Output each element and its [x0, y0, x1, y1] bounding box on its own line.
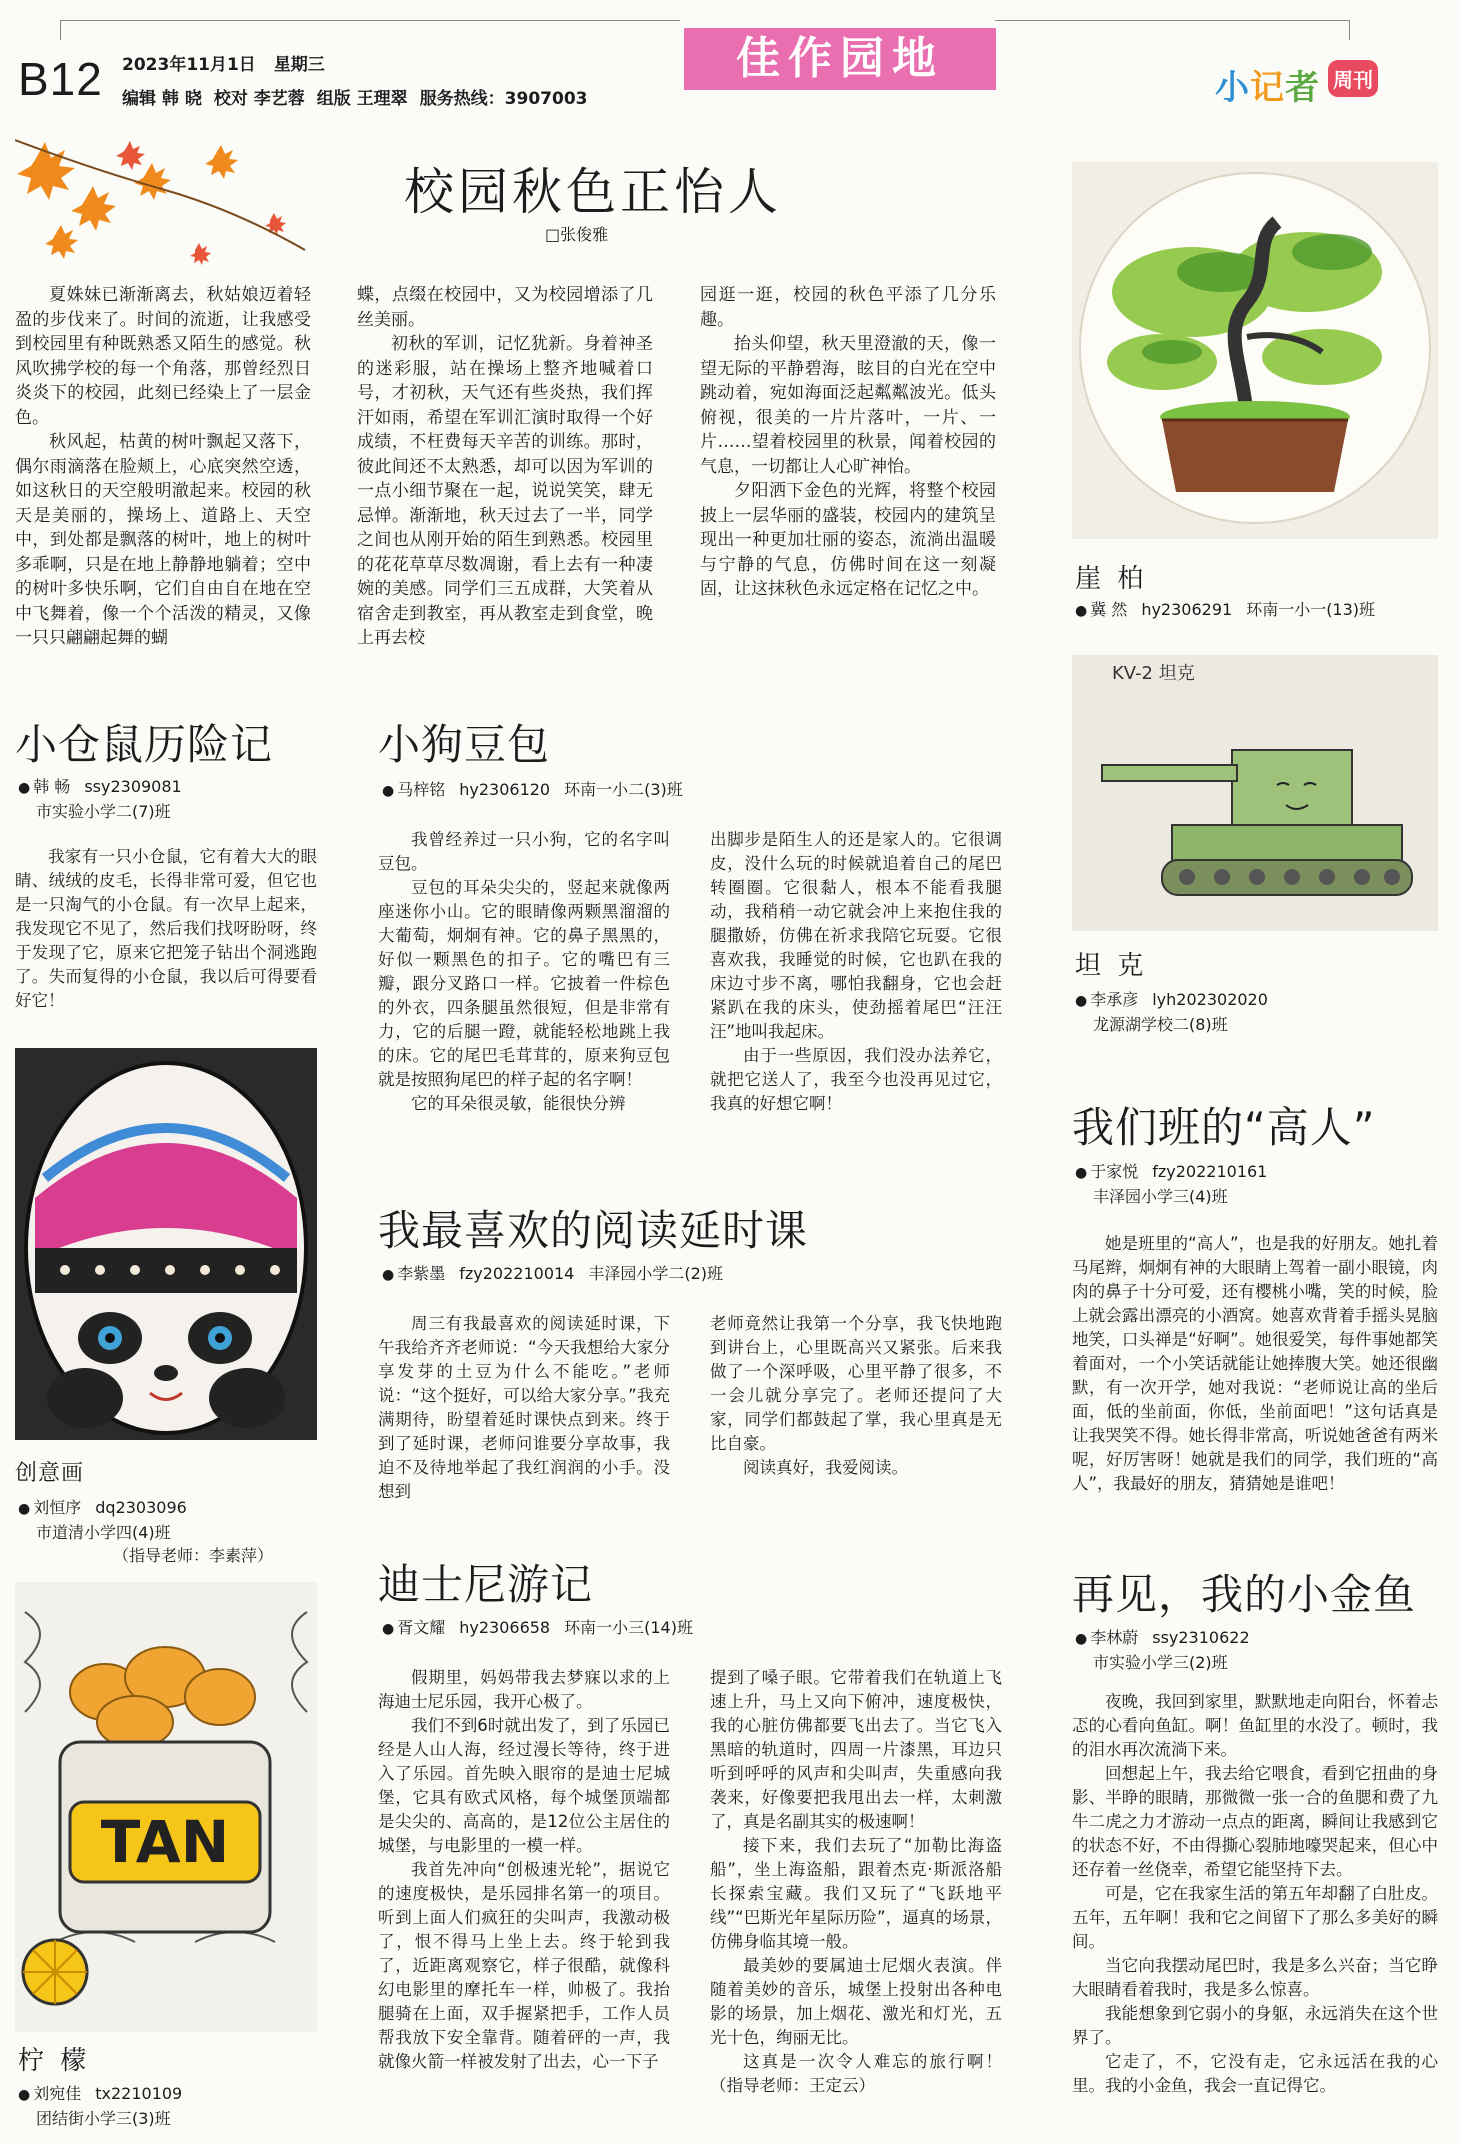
brand-logo: [1215, 60, 1440, 108]
tank-caption: 坦 克: [1075, 951, 1148, 981]
lemon-credit: ● 刘宛佳 tx2210109 团结街小学三(3)班: [18, 2084, 183, 2128]
author-name: 胥文耀: [397, 1618, 446, 1637]
author-id: hy2306658: [459, 1618, 551, 1637]
header-rule-left: [60, 20, 680, 21]
author-name: 于家悦: [1090, 1162, 1139, 1181]
goldfish-byline: ● 李林蔚 ssy2310622 市实验小学三(2)班: [1075, 1628, 1250, 1672]
author-id: hy2306120: [459, 780, 551, 799]
paragraph: 园逛一逛，校园的秋色平添了几分乐趣。: [700, 285, 996, 330]
panda-caption: 创意画: [15, 1461, 85, 1486]
author-school: 环南一小二(3)班: [564, 780, 683, 799]
panda-credit: ● 刘恒序 dq2303096 市道清小学四(4)班 （指导老师：李素萍）: [18, 1498, 274, 1565]
paragraph: 我们不到6时就出发了，到了乐园已经是人山人海，经过漫长等待，终于进入了乐园。首先映入眼帘的是迪士尼城堡，它具有欧式风格，每个城堡顶端都是尖尖的、高高的，是12位公主居住的城堡，与电影里的一模一样。: [378, 1716, 670, 1855]
hamster-body: [15, 845, 317, 1013]
paragraph: 最美妙的要属迪士尼烟火表演。伴随着美妙的音乐，城堡上投射出各种电影的场景，加上烟花、激光和灯光，五光十色，绚丽无比。: [710, 1956, 1002, 2047]
brand-badge: 周刊: [1328, 60, 1378, 97]
puppy-title: 小狗豆包: [378, 720, 551, 769]
main-article-column-1: [15, 283, 311, 651]
paragraph: 阅读真好，我爱阅读。: [743, 1458, 908, 1477]
paragraph: 这真是一次令人难忘的旅行啊！ （指导老师：王定云）: [710, 2052, 1002, 2095]
main-article-author: □张俊雅: [545, 225, 609, 244]
main-article-title: 校园秋色正怡人: [404, 163, 782, 221]
author-id: lyh202302020: [1152, 990, 1268, 1009]
author-id: ssy2309081: [84, 777, 182, 796]
paragraph: 老师竟然让我第一个分享，我飞快地跑到讲台上，心里既高兴又紧张。后来我做了一个深呼吸，心里平静了很多，不一会儿就分享完了。老师还提问了大家，同学们都鼓起了掌，我心里真是无比自豪。: [710, 1314, 1002, 1453]
paragraph: 抬头仰望，秋天里澄澈的天，像一望无际的平静碧海，眩目的白光在空中跳动着，宛如海面泛起粼粼波光。低头俯视，很美的一片片落叶，一片、一片……望着校园里的秋景，闻着校园的气息，一切都让人心旷神怡。: [700, 334, 996, 477]
author-name: 刘恒序: [33, 1498, 82, 1517]
paragraph: 它走了，不，它没有走，它永远活在我的心里。我的小金鱼，我会一直记得它。: [1072, 2052, 1438, 2095]
author-school: 团结街小学三(3)班: [36, 2109, 171, 2128]
paragraph: 我曾经养过一只小狗，它的名字叫豆包。: [378, 830, 670, 873]
reading-class-title: 我最喜欢的阅读延时课: [378, 1206, 809, 1255]
paragraph: 夏姝妹已渐渐离去，秋姑娘迈着轻盈的步伐来了。时间的流逝，让我感受到校园里有种既熟悉又陌生的感觉。秋风吹拂学校的每一个角落，那曾经烈日炎炎下的校园，此刻已经染上了一层金色。: [15, 285, 311, 428]
author-name: 韩 畅: [33, 777, 71, 796]
lemon-drawing: [15, 1582, 317, 2032]
author-id: hy2306291: [1141, 600, 1233, 619]
author-id: fzy202210014: [459, 1264, 575, 1283]
bonsai-credit: ● 冀 然 hy2306291 环南一小一(13)班: [1075, 600, 1376, 619]
lemon-caption: 柠 檬: [18, 2046, 91, 2076]
author-name: 李承彦: [1090, 990, 1139, 1009]
author-name: 刘宛佳: [33, 2084, 82, 2103]
main-article-column-3: [700, 283, 996, 602]
goldfish-body: [1072, 1690, 1438, 2098]
puppy-byline: ● 马梓铭 hy2306120 环南一小二(3)班: [382, 780, 683, 799]
goldfish-title: 再见，我的小金鱼: [1072, 1570, 1417, 1619]
paragraph: 夜晚，我回到家里，默默地走向阳台，怀着忐忑的心看向鱼缸。啊！鱼缸里的水没了。顿时，我的泪水再次流淌下来。: [1072, 1692, 1438, 1759]
paragraph: 我能想象到它弱小的身躯，永远消失在这个世界了。: [1072, 2004, 1438, 2047]
paragraph: 当它向我摆动尾巴时，我是多么兴奋；当它睁大眼睛看着我时，我是多么惊喜。: [1072, 1956, 1438, 1999]
hamster-byline: ● 韩 畅 ssy2309081 市实验小学二(7)班: [18, 777, 182, 821]
paragraph: 她是班里的“高人”，也是我的好朋友。她扎着马尾辫，炯炯有神的大眼睛上驾着一副小眼镜，肉肉的鼻子十分可爱，还有樱桃小嘴，笑的时候，脸上就会露出漂亮的小酒窝。她喜欢背着手摇头晃脑地笑，口头禅是“好啊”。她很爱笑，每件事她都笑着面对，一个小笑话就能让她捧腹大笑。她还很幽默，有一次开学，她对我说：“老师说让高的坐后面，低的坐前面，你低，坐前面吧！”这句话真是让我哭笑不得。她长得非常高，听说她爸爸有两米呢，好厉害呀！她就是我们的同学，我们班的“高人”，我最好的朋友，猜猜她是谁吧！: [1072, 1234, 1438, 1493]
paragraph: 回想起上午，我去给它喂食，看到它扭曲的身影、半睁的眼睛，那微微一张一合的鱼腮和费了九牛二虎之力才游动一点点的距离，瞬间让我感到它的状态不好，不由得撕心裂肺地嚎哭起来，但心中还存着一丝侥幸，希望它能坚持下去。: [1072, 1764, 1438, 1879]
disney-column-2: [710, 1666, 1002, 2098]
puppy-column-2: [710, 828, 1002, 1116]
layout-credit: 组版 王理翠: [316, 89, 408, 109]
author-id: dq2303096: [95, 1498, 187, 1517]
brand-part-3: 者: [1285, 68, 1320, 108]
editor-credit: 编辑 韩 晓: [122, 89, 202, 109]
author-school: 市道清小学四(4)班: [36, 1523, 171, 1542]
author-name: 李紫墨: [397, 1264, 446, 1283]
author-id: tx2210109: [95, 2084, 183, 2103]
proofreader-credit: 校对 李艺蓉: [213, 89, 305, 109]
paragraph: 秋风起，枯黄的树叶飘起又落下，偶尔雨滴落在脸颊上，心底突然空透，如这秋日的天空般明澈起来。校园的秋天是美丽的，操场上、道路上、天空中，到处都是飘落的树叶，地上的树叶多乖啊，只是在地上静静地躺着；空中的树叶多快乐啊，它们自由自在地在空中飞舞着，像一个个活泼的精灵，又像一只只翩翩起舞的蝴: [15, 432, 311, 648]
author-school: 丰泽园小学三(4)班: [1093, 1187, 1228, 1206]
disney-title: 迪士尼游记: [378, 1560, 594, 1609]
bonsai-drawing: [1072, 162, 1438, 539]
brand-part-2: 记: [1250, 68, 1285, 108]
author-name: 李林蔚: [1090, 1628, 1139, 1647]
brand-part-1: 小: [1215, 68, 1250, 108]
author-name: 冀 然: [1090, 600, 1128, 619]
hamster-title: 小仓鼠历险记: [15, 720, 274, 769]
author-class: 环南一小一(13)班: [1246, 600, 1376, 619]
paragraph: 提到了嗓子眼。它带着我们在轨道上飞速上升，马上又向下俯冲，速度极快，我的心脏仿佛都要飞出去了。当它飞入黑暗的轨道时，四周一片漆黑，耳边只听到呼呼的风声和尖叫声，失重感向我袭来，好像要把我甩出去一样，太刺激了，真是名副其实的极速啊！: [710, 1668, 1002, 1831]
page-number: B12: [18, 53, 103, 105]
paragraph: 夕阳洒下金色的光辉，将整个校园披上一层华丽的盛装，校园内的建筑呈现出一种更加壮丽的姿态，流淌出温暖与宁静的气息，仿佛时间在这一刻凝固，让这抹秋色永远定格在记忆之中。: [700, 481, 996, 599]
bonsai-caption: 崖 柏: [1075, 564, 1148, 594]
issue-weekday: 星期三: [273, 55, 325, 75]
author-id: fzy202210161: [1152, 1162, 1268, 1181]
paragraph: 初秋的军训，记忆犹新。身着神圣的迷彩服，站在操场上整齐地喊着口号，才初秋，天气还有些炎热，我们挥汗如雨，希望在军训汇演时取得一个好成绩，不枉费每天辛苦的训练。那时，彼此间还不太熟悉，却可以因为军训的一点小细节聚在一起，说说笑笑，肆无忌惮。渐渐地，秋天过去了一半，同学之间也从刚开始的陌生到熟悉。校园里的花花草草尽数凋谢，看上去有一种凄婉的美感。同学们三五成群，大笑着从宿舍走到教室，再从教室走到食堂，晚上再去校: [357, 334, 653, 648]
disney-byline: ● 胥文耀 hy2306658 环南一小三(14)班: [382, 1618, 693, 1637]
paragraph: 蝶，点缀在校园中，又为校园增添了几丝美丽。: [357, 285, 653, 330]
author-id: ssy2310622: [1152, 1628, 1250, 1647]
paragraph: 接下来，我们去玩了“加勒比海盗船”，坐上海盗船，跟着杰克·斯派洛船长探索宝藏。我们又玩了“飞跃地平线”“巴斯光年星际历险”，逼真的场景，仿佛身临其境一般。: [710, 1836, 1002, 1951]
paragraph: 出脚步是陌生人的还是家人的。它很调皮，没什么玩的时候就追着自己的尾巴转圈圈。它很黏人，根本不能看我腿动，我稍稍一动它就会冲上来抱住我的腿撒娇，仿佛在祈求我陪它玩耍。它很喜欢我，我睡觉的时候，它也趴在我的床边寸步不离，哪怕我翻身，它也会赶紧趴在我的床头，使劲摇着尾巴“汪汪汪”地叫我起床。: [710, 830, 1002, 1041]
paragraph: 假期里，妈妈带我去梦寐以求的上海迪士尼乐园，我开心极了。: [378, 1668, 670, 1711]
service-hotline: 服务热线：3907003: [419, 89, 588, 109]
staff-line: [122, 84, 600, 109]
tall-friend-byline: ● 于家悦 fzy202210161 丰泽园小学三(4)班: [1075, 1162, 1268, 1206]
panda-creative-drawing: [15, 1048, 317, 1440]
header-rule-right: [995, 20, 1350, 21]
disney-column-1: [378, 1666, 670, 2074]
paragraph: 我首先冲向“创极速光轮”，据说它的速度极快，是乐园排名第一的项目。听到上面人们疯狂的尖叫声，我激动极了，恨不得马上坐上去。终于轮到我了，近距离观察它，样子很酷，就像科幻电影里的摩托车一样，帅极了。我抬腿骑在上面，双手握紧把手，工作人员帮我放下安全靠背。随着砰的一声，我就像火箭一样被发射了出去，心一下子: [378, 1860, 670, 2071]
tank-drawing: [1072, 655, 1438, 931]
issue-date-line: [122, 50, 343, 75]
reading-class-byline: ● 李紫墨 fzy202210014 丰泽园小学二(2)班: [382, 1264, 724, 1283]
paragraph: 它的耳朵很灵敏，能很快分辨: [411, 1094, 626, 1113]
author-school: 环南一小三(14)班: [564, 1618, 693, 1637]
author-school: 市实验小学二(7)班: [36, 802, 171, 821]
tank-credit: ● 李承彦 lyh202302020 龙源湖学校二(8)班: [1075, 990, 1268, 1034]
main-article-column-2: [357, 283, 653, 651]
puppy-column-1: [378, 828, 670, 1116]
author-name: 马梓铭: [397, 780, 446, 799]
reading-class-column-2: [710, 1312, 1002, 1480]
reading-class-column-1: [378, 1312, 670, 1504]
paragraph: 我家有一只小仓鼠，它有着大大的眼睛、绒绒的皮毛，长得非常可爱，但它也是一只淘气的小仓鼠。有一次早上起来，我发现它不见了，然后我们找呀盼呀，终于发现了它，原来它把笼子钻出个洞逃跑了。失而复得的小仓鼠，我以后可得要看好它！: [15, 847, 317, 1010]
paragraph: 豆包的耳朵尖尖的，竖起来就像两座迷你小山。它的眼睛像两颗黑溜溜的大葡萄，炯炯有神。它的鼻子黑黑的，好似一颗黑色的扣子。它的嘴巴有三瓣，跟分叉路口一样。它披着一件棕色的外衣，四条腿虽然很短，但是非常有力，它的后腿一蹬，就能轻松地跳上我的床。它的尾巴毛茸茸的，原来狗豆包就是按照狗尾巴的样子起的名字啊！: [378, 878, 670, 1089]
tall-friend-title: 我们班的“高人”: [1072, 1103, 1376, 1152]
tall-friend-body: [1072, 1232, 1438, 1496]
paragraph: 由于一些原因，我们没办法养它，就把它送人了，我至今也没再见过它，我真的好想它啊！: [710, 1046, 1002, 1113]
tank-label: KV-2 坦克: [1112, 663, 1195, 684]
author-school: 市实验小学三(2)班: [1093, 1653, 1228, 1672]
paragraph: 周三有我最喜欢的阅读延时课，下午我给齐齐老师说：“今天我想给大家分享发芽的土豆为什么不能吃。”老师说：“这个挺好，可以给大家分享。”我充满期待，盼望着延时课快点到来。终于到了延时课，老师问谁要分享故事，我迫不及待地举起了我红润润的小手。没想到: [378, 1314, 670, 1501]
column-title: 佳作园地: [684, 28, 996, 90]
lemon-label: TAN: [100, 1808, 230, 1876]
paragraph: 可是，它在我家生活的第五年却翻了白肚皮。五年，五年啊！我和它之间留下了那么多美好的瞬间。: [1072, 1884, 1438, 1951]
guiding-teacher: （指导老师：李素萍）: [113, 1546, 274, 1565]
autumn-leaves-illustration: [15, 130, 315, 280]
author-school: 龙源湖学校二(8)班: [1093, 1015, 1228, 1034]
author-school: 丰泽园小学二(2)班: [588, 1264, 724, 1283]
issue-date: 2023年11月1日: [122, 55, 256, 75]
